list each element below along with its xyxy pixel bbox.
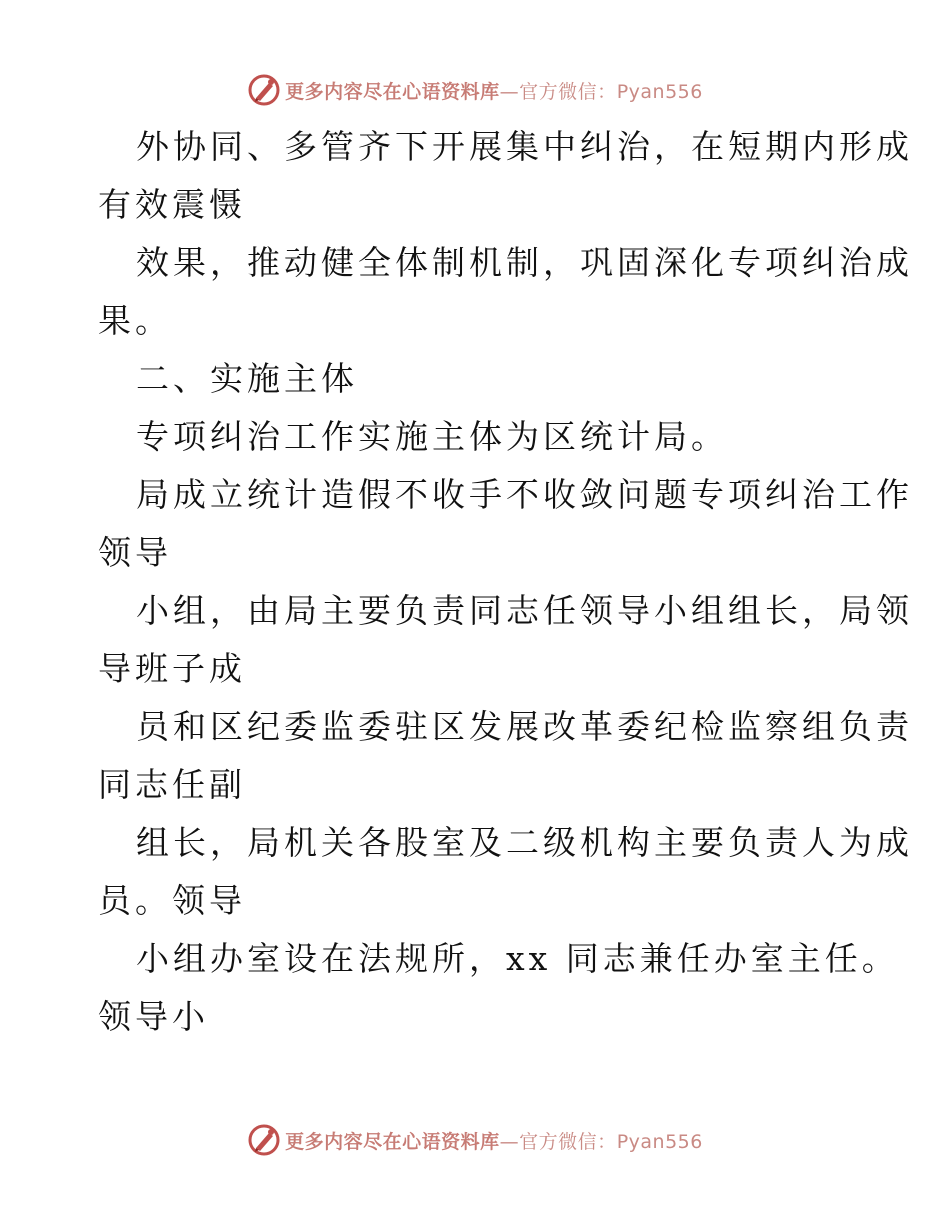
text-line: 果。 [98,301,172,340]
watermark-text: 更多内容尽在心语资料库—官方微信：Pyan556 [285,1130,703,1153]
text-line: 员。领导 [98,881,246,920]
text-line: 导班子成 [98,649,246,688]
pen-logo-icon [247,73,281,107]
text-line: 同志任副 [98,765,246,804]
watermark-text: 更多内容尽在心语资料库—官方微信：Pyan556 [285,80,703,103]
text-line: 领导 [98,533,172,572]
text-line: 小组办室设在法规所，xx 同志兼任办室主任。 [136,939,899,978]
section-heading: 二、实施主体 [136,359,358,398]
header-watermark [0,70,950,110]
text-line: 局成立统计造假不收手不收敛问题专项纠治工作 [136,475,913,514]
text-line: 外协同、多管齐下开展集中纠治，在短期内形成 [136,127,913,166]
text-line: 员和区纪委监委驻区发展改革委纪检监察组负责 [136,707,913,746]
text-line: 有效震慑 [98,185,246,224]
text-line: 组长，局机关各股室及二级机构主要负责人为成 [136,823,913,862]
document-body [98,118,913,1046]
text-line: 专项纠治工作实施主体为区统计局。 [136,417,728,456]
pen-logo-icon [247,1123,281,1157]
text-line: 领导小 [98,997,209,1036]
text-line: 效果，推动健全体制机制，巩固深化专项纠治成 [136,243,913,282]
text-line: 小组，由局主要负责同志任领导小组组长，局领 [136,591,913,630]
footer-watermark [0,1120,950,1160]
